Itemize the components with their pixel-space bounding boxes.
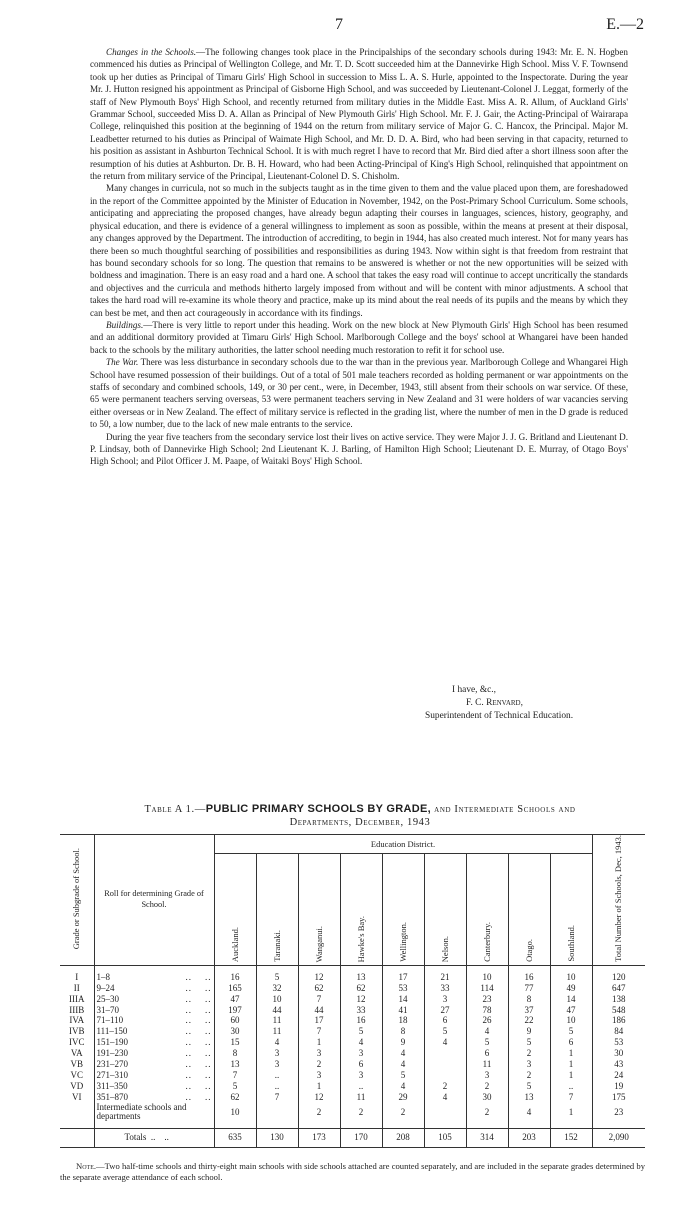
total-cell: 105 [424,1128,466,1147]
roll-cell: 111–150 .. .. [94,1026,214,1037]
district-count-cell: 1 [550,1070,592,1081]
district-count-cell: 12 [298,972,340,983]
grade-cell [60,1103,94,1122]
district-count-cell: 11 [466,1059,508,1070]
district-count-cell: 22 [508,1015,550,1026]
district-count-cell: 23 [466,994,508,1005]
district-count-cell: 3 [256,1048,298,1059]
district-count-cell: 5 [256,972,298,983]
district-count-cell: 6 [550,1037,592,1048]
roll-cell: 271–310 .. .. [94,1070,214,1081]
district-count-cell: 114 [466,983,508,994]
signature-closing: I have, &c., [452,685,496,695]
district-count-cell: .. [340,1081,382,1092]
grade-cell: VB [60,1059,94,1070]
row-total-cell: 23 [614,1106,624,1117]
district-count-cell: 8 [214,1048,256,1059]
district-count-cell: 30 [466,1092,508,1103]
grade-cell: IVA [60,1015,94,1026]
district-count-cell: 2 [382,1103,424,1122]
district-count-cell: 2 [298,1103,340,1122]
district-count-cell: 7 [214,1070,256,1081]
table-row [60,1070,645,1081]
district-count-cell: 2 [508,1070,550,1081]
district-count-cell: 13 [214,1059,256,1070]
paragraph-heading: The War. [106,357,139,368]
row-total-cell: 647 [612,982,626,993]
total-column-header: Total Number of Schools, Dec, 1943. [592,835,645,966]
total-cell: 635 [214,1128,256,1147]
district-count-cell: 33 [424,983,466,994]
paragraph-text: —The following changes took place in the Principalships of the secondary schools during 1943: Mr. E. N. Hogben commenced his duties as Principal of Wellington College, and Mr. T. D. Scott succeeded him at the Dannevirke High School. Miss V. F. Townsend took up her duties as Principal of Timaru Girls' High School in succession to Miss L. A. S. Hurle, appointed to the Inspectorate. During the year Mr. J. Hutton resigned his appointment as Principal of Gisborne High School, and was succeeded by Lieutenant-Colonel J. Leggat, formerly of the staff of New Plymouth Boys' High School, and recently returned from military duties in the Middle East. Miss A. R. Allum, of Auckland Girls' Grammar School, succeeded Miss D. A. Allan as Principal of New Plymouth Girls' High School. Mr. F. J. Gair, the Acting-Principal of Wairarapa College, relinquished this position at the beginning of 1944 on the return from military service of Major G. C. Hancox, the Principal. Major M. Leadbetter returned to his duties as Principal of Waimate High School, and Mr. D. D. A. Bird, who had been serving in that capacity, returned to his position as assistant in Ashburton Technical School. It is with much regret I have to record that Mr. Bird died after a short illness soon after the resumption of his duties at Ashburton. Dr. B. H. Howard, who had been Acting-Principal of King's High School, relinquished that appointment on the return from military service of the Principal, Lieutenant-Colonel D. S. Chisholm. [90,47,628,182]
district-count-cell: 4 [466,1026,508,1037]
district-count-cell: 12 [298,1092,340,1103]
district-count-cell: 18 [382,1015,424,1026]
row-total-cell: 548 [612,1004,626,1015]
total-cell: 203 [508,1128,550,1147]
district-count-cell: 77 [508,983,550,994]
district-count-cell: 5 [424,1026,466,1037]
table-title-prefix: Table A 1.— [144,804,206,815]
district-count-cell: 5 [340,1026,382,1037]
paragraph-changes-in-schools [90,46,628,182]
district-count-cell: 16 [508,972,550,983]
paragraph-text: —There is very little to report under this heading. Work on the new block at New Plymouth Girls' High School has been resumed and an additional dormitory provided at Timaru Girls' High School. Marlborough College and the boys' school at Whangarei have been handed back to the schools by the military authorities, the latter school needing much restoration to refit it for school use. [90,319,628,355]
paragraph-casualties [90,431,628,468]
paragraph-text: During the year five teachers from the secondary service lost their lives on active service. They were Major J. J. G. Britland and Lieutenant D. P. Lindsay, both of Dannevirke High School; 2nd Lieutenant K. J. Barling, of Hamilton High School; Lieutenant D. E. Murray, of Otago Boys' High School; and Pilot Officer J. M. Paape, of Waitaki Boys' High School. [90,431,628,467]
total-cell: 173 [298,1128,340,1147]
table-note [60,1161,645,1183]
district-count-cell [424,1048,466,1059]
district-count-cell: 49 [550,983,592,994]
district-count-cell: 12 [340,994,382,1005]
grade-cell: VI [60,1092,94,1103]
district-count-cell: 26 [466,1015,508,1026]
district-count-cell: 7 [298,1026,340,1037]
district-count-cell: 10 [214,1103,256,1122]
paragraph-the-war [90,356,628,430]
district-count-cell: 32 [256,983,298,994]
total-cell: 152 [550,1128,592,1147]
district-count-cell: 5 [214,1081,256,1092]
district-count-cell: 4 [382,1059,424,1070]
grade-cell: IVC [60,1037,94,1048]
grade-column-header: Grade or Subgrade of School. [60,835,94,966]
district-count-cell: 5 [508,1037,550,1048]
table-row [60,994,645,1005]
district-count-cell: 4 [256,1037,298,1048]
note-label: Note. [76,1161,97,1171]
grade-cell: VD [60,1081,94,1092]
total-cell: 208 [382,1128,424,1147]
row-total-cell: 138 [612,993,626,1004]
district-count-cell: 4 [508,1103,550,1122]
row-total-cell: 19 [614,1080,624,1091]
district-count-cell: 44 [298,1005,340,1016]
district-count-cell: 165 [214,983,256,994]
table-row [60,1026,645,1037]
table-title-suffix: and Intermediate Schools and [430,804,576,815]
district-count-cell: 6 [424,1015,466,1026]
district-count-cell: 10 [256,994,298,1005]
paragraph-text: There was less disturbance in secondary schools due to the war than in the previous year. Marlborough College and Whangarei High School have resumed possession of their buildings. Out of a total of 501 male teachers recorded as holding permanent or war appointments on the staffs of secondary and combined schools, 149, or 30 per cent., were, in December, 1943, still absent from their schools on war service. Of these, 65 were permanent teachers serving overseas, 53 were permanent teachers serving in New Zealand and 31 were holders of war vacancies serving either overseas or in New Zealand. The effect of military service is reflected in the grading list, where the number of men in the D grade is reduced to 50, a low number, due to the lack of new male entrants to the service. [90,357,628,430]
roll-cell: 351–870 .. .. [94,1092,214,1103]
district-count-cell: 13 [340,972,382,983]
totals-row [60,1128,645,1147]
district-count-cell: 11 [256,1015,298,1026]
report-body [90,46,628,468]
district-count-cell: 8 [508,994,550,1005]
district-count-cell: 47 [550,1005,592,1016]
grade-cell: VA [60,1048,94,1059]
paragraph-buildings [90,319,628,356]
paragraph-heading: Buildings. [106,319,144,330]
district-header-nelson: Nelson. [424,854,466,966]
district-count-cell: 16 [340,1015,382,1026]
signature-title: Superintendent of Technical Education. [425,711,574,721]
district-count-cell: 6 [466,1048,508,1059]
grade-cell: IIIA [60,994,94,1005]
district-count-cell: 10 [466,972,508,983]
district-count-cell: 62 [214,1092,256,1103]
district-count-cell: 4 [382,1048,424,1059]
table-title-date: Departments, December, 1943 [289,817,431,828]
district-count-cell: 1 [298,1037,340,1048]
district-count-cell: 37 [508,1005,550,1016]
district-count-cell: 7 [256,1092,298,1103]
district-count-cell: 47 [214,994,256,1005]
district-header-wellington: Wellington. [382,854,424,966]
table-row [60,1059,645,1070]
total-cell: 130 [256,1128,298,1147]
district-count-cell: 33 [340,1005,382,1016]
district-count-cell: 9 [508,1026,550,1037]
district-count-cell: 3 [424,994,466,1005]
district-count-cell: 1 [550,1048,592,1059]
district-count-cell: 197 [214,1005,256,1016]
table-row [60,1015,645,1026]
table-row [60,972,645,983]
district-count-cell: 78 [466,1005,508,1016]
roll-cell: 311–350 .. .. [94,1081,214,1092]
district-count-cell: 7 [550,1092,592,1103]
grade-table [60,834,645,1148]
district-count-cell: 1 [550,1059,592,1070]
page-header [0,16,700,36]
district-count-cell: 2 [340,1103,382,1122]
district-count-cell [424,1059,466,1070]
district-count-cell: 8 [382,1026,424,1037]
district-count-cell: 4 [340,1037,382,1048]
district-count-cell: .. [256,1070,298,1081]
district-count-cell: 4 [424,1037,466,1048]
grade-cell: I [60,972,94,983]
page-number: 7 [335,16,343,33]
grade-cell: IIIB [60,1005,94,1016]
district-count-cell: 15 [214,1037,256,1048]
row-total-cell: 175 [612,1091,626,1102]
paragraph-heading: Changes in the Schools. [106,47,197,57]
district-count-cell: 4 [424,1092,466,1103]
district-header-southland: Southland. [550,854,592,966]
district-count-cell [424,1103,466,1122]
grade-cell: IVB [60,1026,94,1037]
district-count-cell: 1 [298,1081,340,1092]
district-count-cell: 2 [508,1048,550,1059]
district-count-cell: 9 [382,1037,424,1048]
district-count-cell: 2 [424,1081,466,1092]
district-header-hawkes-bay: Hawke's Bay. [340,854,382,966]
district-count-cell [424,1070,466,1081]
district-count-cell: 11 [256,1026,298,1037]
district-count-cell: 21 [424,972,466,983]
district-count-cell: 7 [298,994,340,1005]
table-row [60,1005,645,1016]
district-count-cell: 1 [550,1103,592,1122]
district-count-cell: 60 [214,1015,256,1026]
paragraph-curricula [90,182,628,318]
district-count-cell: 3 [340,1070,382,1081]
district-count-cell: .. [256,1081,298,1092]
roll-cell: 31–70 .. .. [94,1005,214,1016]
grade-cell: II [60,983,94,994]
roll-cell: 191–230 .. .. [94,1048,214,1059]
district-count-cell: 11 [340,1092,382,1103]
row-total-cell: 43 [614,1059,624,1070]
grand-total-cell: 2,090 [592,1128,645,1147]
roll-cell: 71–110 .. .. [94,1015,214,1026]
row-total-cell: 30 [614,1048,624,1059]
district-header-auckland: Auckland. [214,854,256,966]
district-count-cell: 41 [382,1005,424,1016]
note-text: —Two half-time schools and thirty-eight main schools with side schools attached are counted separately, and are included in the separate grades determined by the separate average attendance of each school. [60,1161,645,1182]
district-count-cell: 16 [214,972,256,983]
totals-label: Totals .. .. [94,1128,214,1147]
district-count-cell: 14 [382,994,424,1005]
roll-cell: 231–270 .. .. [94,1059,214,1070]
total-cell: 170 [340,1128,382,1147]
roll-cell: 25–30 .. .. [94,994,214,1005]
paragraph-text: Many changes in curricula, not so much in the subjects taught as in the time given to them and the value placed upon them, are foreshadowed in the report of the Committee appointed by the Minister of Education in November, 1942, on the Post-Primary School Curriculum. Some schools, anticipating and appreciating the proposed changes, have already begun adapting their courses in languages, sciences, history, geography, and physical education, and there is evidence of a general willingness to implement as soon as possible, within the means at present at their disposal, any changes approved by the Department. The introduction of accrediting, to begin in 1944, has also created much interest. Not for many years has there been so much thoughtful searching of possibilities and responsibilities as during 1943. Now within sight is that freedom from restraint that has bound secondary schools for so long. The question that remains to be answered is whether or not the new opportunities will be seized with boldness and imagination. There is an easy road and a hard one. A school that takes the easy road will continue to accept uncritically the standards and objectives and the curricula and methods hitherto largely imposed from without and will be content with minor adjustments. A school that takes the hard road will re-examine its whole theory and practice, make up its mind about the real needs of its pupils and the means by which they can best be met, and then act courageously in accordance with its findings. [90,183,628,318]
signature-name: F. C. Renvard, [466,698,523,708]
district-count-cell: 3 [298,1070,340,1081]
table-body [60,965,645,1128]
row-total-cell: 53 [614,1037,624,1048]
table-title-main: PUBLIC PRIMARY SCHOOLS BY GRADE, [205,803,431,815]
row-total-cell: 186 [612,1015,626,1026]
district-count-cell: 62 [298,983,340,994]
roll-column-header: Roll for determining Grade of School. [94,835,214,966]
district-count-cell: 4 [382,1081,424,1092]
district-header-canterbury: Canterbury. [466,854,508,966]
table-row [60,1048,645,1059]
district-count-cell: 44 [256,1005,298,1016]
row-total-cell: 24 [614,1069,624,1080]
table-row [60,1081,645,1092]
district-count-cell: 27 [424,1005,466,1016]
table-title [60,803,660,829]
district-count-cell: 2 [466,1103,508,1122]
district-count-cell: 5 [382,1070,424,1081]
district-count-cell: 17 [382,972,424,983]
district-count-cell: 10 [550,972,592,983]
district-count-cell: 3 [508,1059,550,1070]
district-count-cell: 53 [382,983,424,994]
roll-cell: Intermediate schools and departments [94,1103,214,1122]
district-count-cell: 6 [340,1059,382,1070]
district-count-cell: 29 [382,1092,424,1103]
district-count-cell [256,1103,298,1122]
row-total-cell: 84 [614,1026,624,1037]
document-code: E.—2 [606,16,644,33]
district-count-cell: 5 [466,1037,508,1048]
row-total-cell: 120 [612,971,626,982]
district-header-wanganui: Wanganui. [298,854,340,966]
district-count-cell: 2 [298,1059,340,1070]
district-count-cell: 3 [298,1048,340,1059]
district-count-cell: 30 [214,1026,256,1037]
roll-cell: 1–8 .. .. [94,972,214,983]
table-row [60,1037,645,1048]
grade-cell: VC [60,1070,94,1081]
district-header-taranaki: Taranaki. [256,854,298,966]
district-count-cell: 5 [508,1081,550,1092]
roll-cell: 151–190 .. .. [94,1037,214,1048]
district-count-cell: 3 [466,1070,508,1081]
district-group-header: Education District. [214,835,592,854]
district-count-cell: 5 [550,1026,592,1037]
district-header-otago: Otago. [508,854,550,966]
table-header [60,835,645,966]
district-count-cell: 62 [340,983,382,994]
district-count-cell: 14 [550,994,592,1005]
district-count-cell: 3 [256,1059,298,1070]
district-count-cell: 17 [298,1015,340,1026]
total-cell: 314 [466,1128,508,1147]
district-count-cell: 13 [508,1092,550,1103]
district-count-cell: 10 [550,1015,592,1026]
district-count-cell: 2 [466,1081,508,1092]
table-row [60,1103,645,1122]
district-count-cell: .. [550,1081,592,1092]
table-row [60,983,645,994]
roll-cell: 9–24 .. .. [94,983,214,994]
district-count-cell: 3 [340,1048,382,1059]
